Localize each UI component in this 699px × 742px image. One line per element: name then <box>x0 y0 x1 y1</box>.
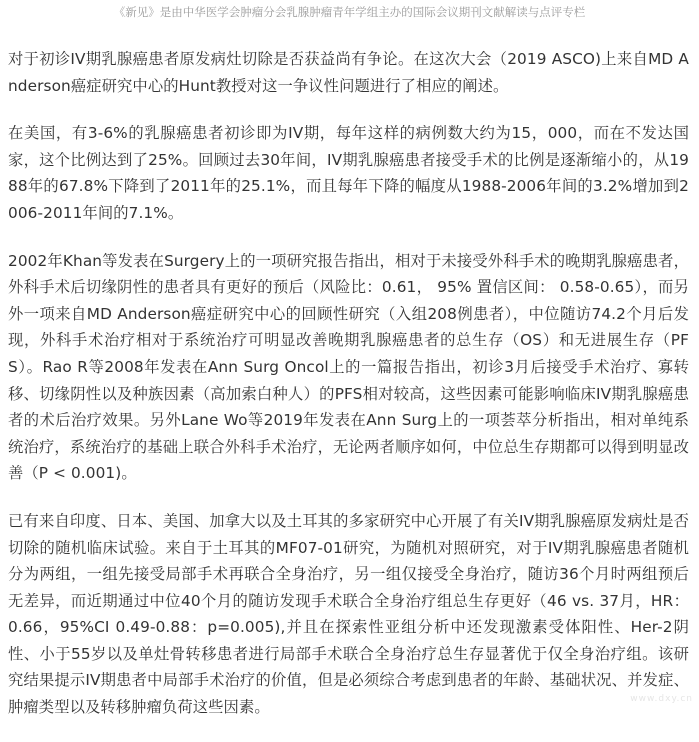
column-description: 《新见》是由中华医学会肿瘤分会乳腺肿瘤青年学组主办的国际会议期刊文献解读与点评专栏 <box>113 5 586 19</box>
paragraph-epidemiology: 在美国，有3-6%的乳腺癌患者初诊即为IV期，每年这样的病例数大约为15，000，而在不发达国家，这个比例达到了25%。回顾过去30年间，IV期乳腺癌患者接受手术的比例是逐渐缩小的，从1988年的67.8%下降到了2011年的25.1%，而且每年下降的幅度从1988-2006年间的3.2%增加到2006-2011年间的7.1%。 <box>8 124 689 222</box>
paragraph-retrospective-studies: 2002年Khan等发表在Surgery上的一项研究报告指出，相对于未接受外科手术的晚期乳腺癌患者，外科手术后切缘阴性的患者具有更好的预后（风险比：0.61， 95% 置信区间： 0.58-0.65），而另外一项来自MD Anderson癌症研究中心的回顾性研究（入组208例患者），中位随访74.2个月后发现，外科手术治疗相对于系统治疗可明显改善晚期乳腺癌患者的总生存（OS）和无进展生存（PFS）。Rao R等2008年发表在Ann Surg Oncol上的一篇报告指出，初诊3月后接受手术治疗、寡转移、切缘阴性以及种族因素（高加索白种人）的PFS相对较高，这些因素可能影响临床IV期乳腺癌患者的术后治疗效果。另外Lane Wo等2019年发表在Ann Surg上的一项荟萃分析指出，相对单纯系统治疗，系统治疗的基础上联合外科手术治疗，无论两者顺序如何，中位总生存期都可以得到明显改善（P < 0.001)。 <box>8 251 689 483</box>
paragraph-randomized-trials: 已有来自印度、日本、美国、加拿大以及土耳其的多家研究中心开展了有关IV期乳腺癌原发病灶是否切除的随机临床试验。来自于土耳其的MF07-01研究，为随机对照研究，对于IV期乳腺癌患者随机分为两组，一组先接受局部手术再联合全身治疗，另一组仅接受全身治疗，随访36个月时两组预后无差异，而近期通过中位40个月的随访发现手术联合全身治疗组总生存更好（46 vs. 37月，HR：0.66，95%CI 0.49-0.88：p=0.005),并且在探索性亚组分析中还发现激素受体阳性、Her-2阴性、小于55岁以及单灶骨转移患者进行局部手术联合全身治疗总生存显著优于仅全身治疗组。该研究结果提示IV期患者中局部手术治疗的价值，但是必须综合考虑到患者的年龄、基础状况、并发症、肿瘤类型以及转移肿瘤负荷这些因素。 <box>8 511 689 717</box>
article-body <box>8 46 689 742</box>
watermark: www.dxy.cn <box>630 694 693 704</box>
paragraph-intro: 对于初诊IV期乳腺癌患者原发病灶切除是否获益尚有争论。在这次大会（2019 ASCO)上来自MD Anderson癌症研究中心的Hunt教授对这一争议性问题进行了相应的阐述。 <box>8 50 689 95</box>
